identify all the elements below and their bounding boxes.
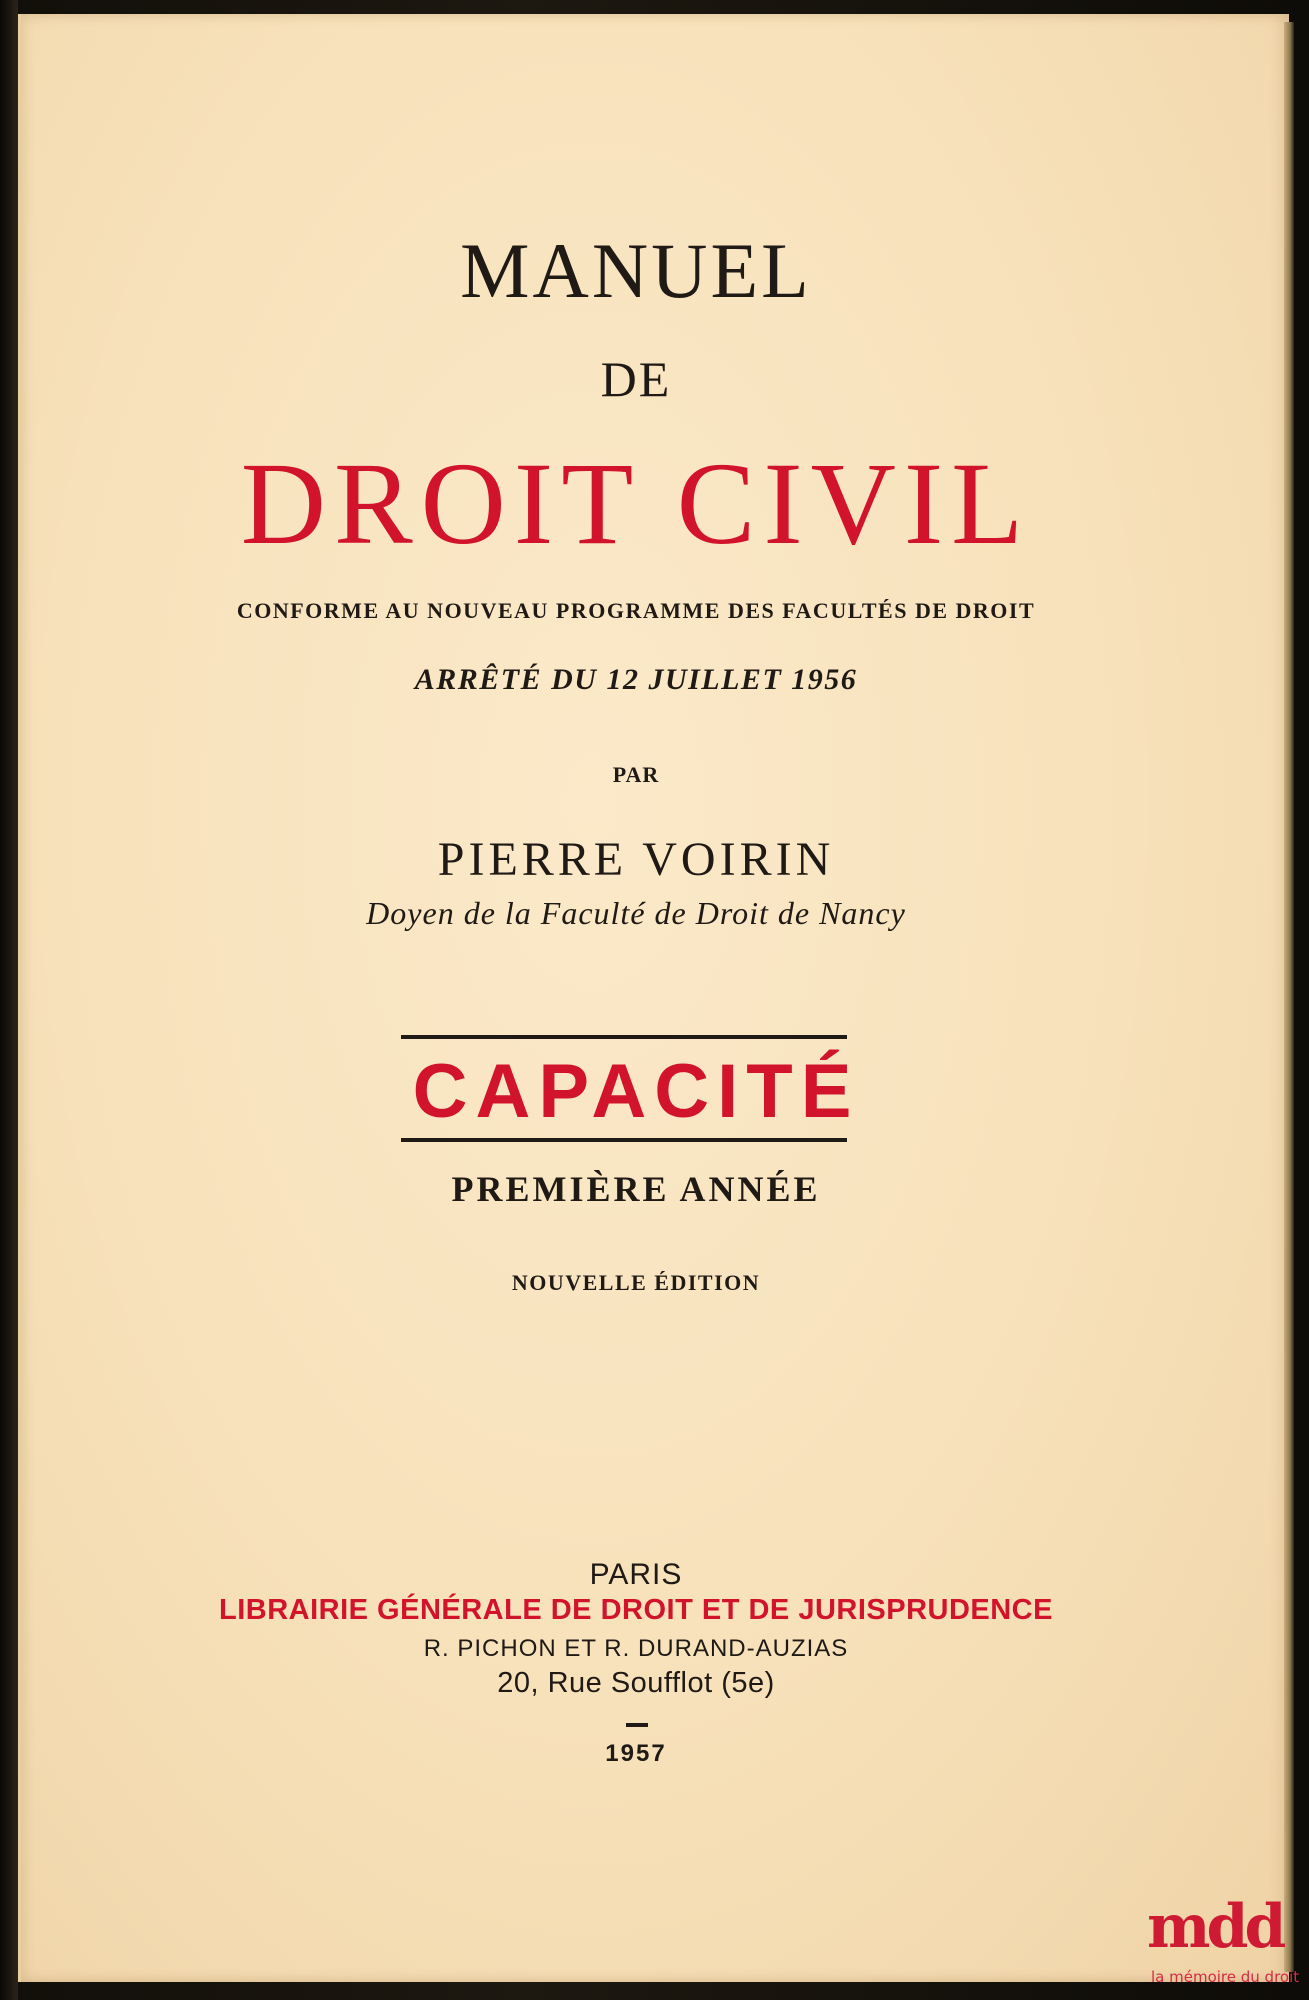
book-spine-edge [0,0,18,2000]
title-line-de: DE [600,351,672,407]
title-page [18,14,1289,1982]
page-edge-shadow [1284,22,1294,1972]
watermark-logo [1147,1892,1297,1962]
title-line-droit-civil: DROIT CIVIL [240,438,1032,569]
imprint-address: 20, Rue Soufflot (5e) [497,1667,775,1699]
decree-date: ARRÊTÉ DU 12 JUILLET 1956 [414,663,858,696]
author-name: PIERRE VOIRIN [437,833,835,886]
subtitle-program: CONFORME AU NOUVEAU PROGRAMME DES FACULTÉS DE DROIT [236,598,1036,623]
imprint-dash [626,1723,648,1727]
bottom-divider-rule [401,1138,847,1142]
top-divider-rule [401,1035,847,1039]
edition-label: NOUVELLE ÉDITION [511,1270,761,1295]
watermark-caption: la mémoire du droit [1151,1968,1300,1986]
imprint-printers: R. PICHON ET R. DURAND-AUZIAS [423,1635,849,1662]
title-line-manuel: MANUEL [460,227,812,314]
author-title: Doyen de la Faculté de Droit de Nancy [366,895,906,931]
by-label: PAR [612,762,660,787]
volume-subtitle: PREMIÈRE ANNÉE [451,1169,821,1209]
imprint-city: PARIS [589,1558,683,1591]
watermark-logo-text: mdd [1147,1892,1283,1962]
volume-title: CAPACITÉ [412,1049,860,1134]
imprint-publisher: LIBRAIRIE GÉNÉRALE DE DROIT ET DE JURISPRUDENCE [219,1594,1053,1626]
imprint-year: 1957 [605,1740,667,1767]
